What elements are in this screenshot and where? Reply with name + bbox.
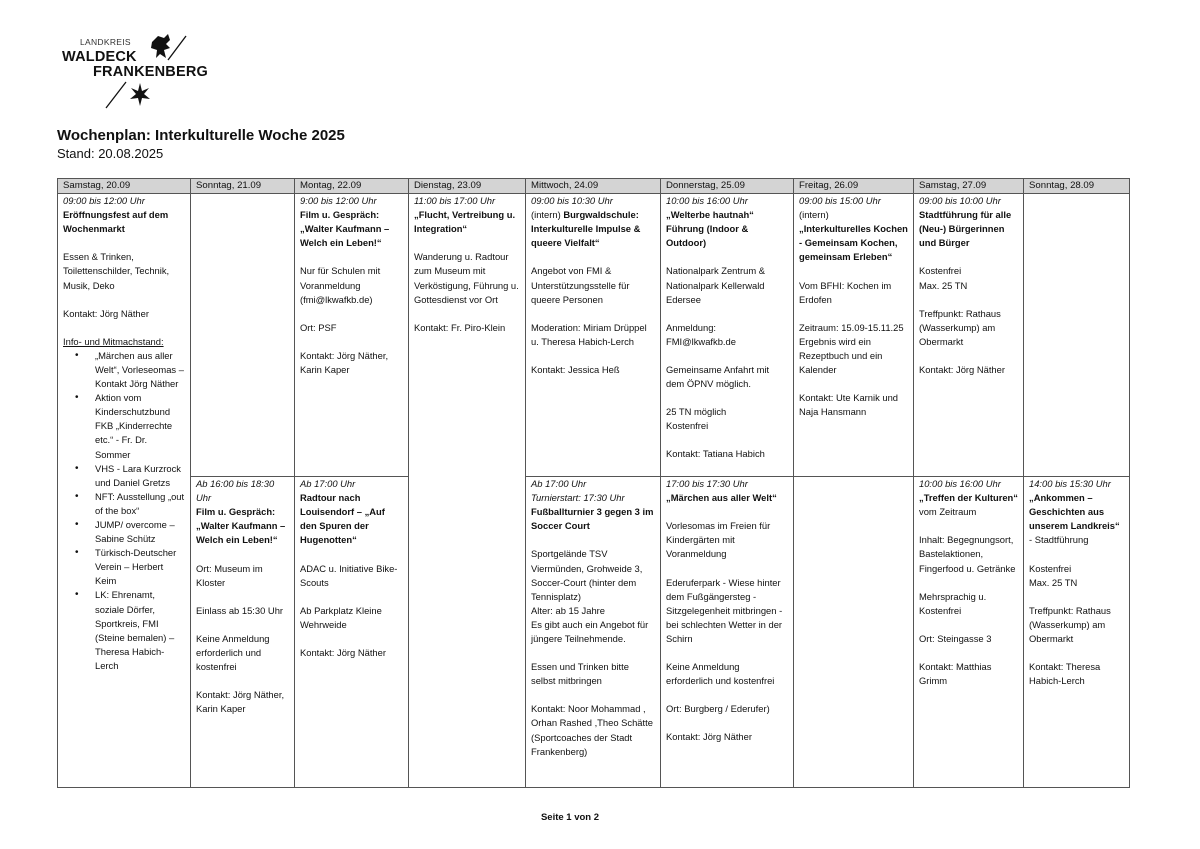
table-header-row xyxy=(58,179,1130,194)
event-contact: Kontakt: Jörg Näther, Karin Kaper xyxy=(196,689,285,715)
list-item: • LK: Ehrenamt, soziale Dörfer, Sportkreis, FMI (Steine bemalen) – Theresa Habich-Lerch xyxy=(95,588,185,673)
page-number: Seite 1 von 2 xyxy=(540,812,600,823)
event-place: Ort: Steingasse 3 xyxy=(919,632,992,644)
event-cell-mon22-evening xyxy=(295,477,409,788)
day-header-tue23: Dienstag, 23.09 xyxy=(409,179,526,194)
event-prefix: (intern) xyxy=(531,209,561,221)
event-title-suffix: vom Zeitraum xyxy=(919,506,977,518)
event-contact: Kontakt: Noor Mohammad , Orhan Rashed ,Theo Schätte (Sportcoaches der Stadt Frankenberg) xyxy=(531,703,653,757)
day-header-wed24: Mittwoch, 24.09 xyxy=(526,179,661,194)
event-contact: Kontakt: Theresa Habich-Lerch xyxy=(1029,661,1101,687)
event-cell-sat20 xyxy=(58,194,191,788)
event-title-suffix: - Stadtführung xyxy=(1029,534,1089,546)
event-time: 14:00 bis 15:30 Uhr xyxy=(1029,478,1111,490)
event-time: 09:00 bis 10:00 Uhr xyxy=(919,195,1001,207)
event-cost: Kostenfrei xyxy=(1029,562,1072,574)
event-details: Wanderung u. Radtour zum Museum mit Verköstigung, Führung u. Gottesdienst vor Ort xyxy=(414,251,519,305)
event-title: Burgwaldschule: Interkulturelle Impulse & queere Vielfalt“ xyxy=(531,209,641,249)
event-result: Ergebnis wird ein Rezeptbuch und ein Kalender xyxy=(799,335,883,376)
event-cell-tue23 xyxy=(409,194,526,788)
event-title: „Interkulturelles Kochen - Gemeinsam Kochen, gemeinsam Erleben“ xyxy=(799,223,908,263)
day-header-sat27: Samstag, 27.09 xyxy=(914,179,1024,194)
event-title: Stadtführung für alle (Neu-) Bürgerinnen und Bürger xyxy=(919,209,1012,249)
event-cell-sat27-morning xyxy=(914,194,1024,477)
info-stand-heading: Info- und Mitmachstand: xyxy=(63,335,164,347)
event-contact: Kontakt: Jessica Heß xyxy=(531,363,620,375)
day-header-sun28: Sonntag, 28.09 xyxy=(1024,179,1130,194)
lion-icon xyxy=(148,32,188,62)
day-header-sat20: Samstag, 20.09 xyxy=(58,179,191,194)
event-title: Film u. Gespräch: „Walter Kaufmann – Welch ein Leben!“ xyxy=(196,506,286,546)
event-food: Essen und Trinken bitte selbst mitbringen xyxy=(531,661,629,687)
event-cell-thu25-evening xyxy=(661,477,794,788)
event-details: Vorlesomas im Freien für Kindergärten mit Voranmeldung xyxy=(666,520,771,560)
star-icon xyxy=(104,80,154,110)
event-cost: Kostenfrei xyxy=(666,420,709,432)
stand-date: Stand: 20.08.2025 xyxy=(57,146,164,161)
event-contact: Kontakt: Ute Karnik und Naja Hansmann xyxy=(799,392,899,418)
event-place: Nationalpark Zentrum & Nationalpark Kellerwald Edersee xyxy=(666,265,766,305)
event-cell-wed24-morning xyxy=(526,194,661,477)
event-entry: Einlass ab 15:30 Uhr xyxy=(196,604,284,616)
day-header-fri26: Freitag, 26.09 xyxy=(794,179,914,194)
event-contact: Kontakt: Tatiana Habich xyxy=(666,448,765,460)
event-contact: Kontakt: Fr. Piro-Klein xyxy=(414,321,506,333)
event-prefix: (intern) xyxy=(799,209,829,221)
event-content: Inhalt: Begegnungsort, Bastelaktionen, Fingerfood u. Getränke xyxy=(919,534,1016,574)
list-item: • „Märchen aus aller Welt“, Vorleseomas – Kontakt Jörg Näther xyxy=(95,349,185,391)
event-young: Es gibt auch ein Angebot für jüngere Teilnehmende. xyxy=(531,618,649,645)
event-max: Max. 25 TN xyxy=(1029,576,1078,588)
event-age: Alter: ab 15 Jahre xyxy=(531,604,606,616)
event-contact: Kontakt: Jörg Näther xyxy=(63,307,149,319)
event-time: Ab 16:00 bis 18:30 Uhr xyxy=(196,478,275,504)
event-title: Eröffnungsfest auf dem Wochenmarkt xyxy=(63,209,169,235)
list-item: • JUMP/ overcome – Sabine Schütz xyxy=(95,518,185,546)
list-item: • Türkisch-Deutscher Verein – Herbert Keim xyxy=(95,546,185,588)
week-plan-table xyxy=(57,178,1130,788)
event-title: „Märchen aus aller Welt“ xyxy=(666,492,777,504)
day-header-thu25: Donnerstag, 25.09 xyxy=(661,179,794,194)
event-time: 9:00 bis 12:00 Uhr xyxy=(300,195,377,207)
event-contact: Kontakt: Matthias Grimm xyxy=(919,660,992,687)
event-contact: Kontakt: Jörg Näther xyxy=(666,731,752,743)
event-time: Ab 17:00 Uhr xyxy=(531,478,587,490)
event-contact: Kontakt: Jörg Näther xyxy=(919,363,1005,375)
event-time: 11:00 bis 17:00 Uhr xyxy=(414,195,496,207)
table-row xyxy=(58,194,1130,477)
event-note: Keine Anmeldung erforderlich und kostenfrei xyxy=(666,661,775,687)
event-place: Ort: Burgberg / Ederufer) xyxy=(666,703,770,715)
event-cell-sun28-empty xyxy=(1024,194,1130,477)
event-details: Vom BFHI: Kochen im Erdofen xyxy=(799,279,892,305)
page-title: Wochenplan: Interkulturelle Woche 2025 xyxy=(57,127,345,144)
event-cell-sun28-afternoon xyxy=(1024,477,1130,788)
event-details: Essen & Trinken, Toilettenschilder, Technik, Musik, Deko xyxy=(63,251,170,291)
event-place: Ort: Museum im Kloster xyxy=(196,562,263,588)
event-time: 10:00 bis 16:00 Uhr xyxy=(666,195,748,207)
event-offer: Angebot von FMI & Unterstützungsstelle für queere Personen xyxy=(531,265,630,305)
logo-frankenberg-text: FRANKENBERG xyxy=(93,64,208,80)
event-cell-mon22-morning xyxy=(295,194,409,477)
event-title: „Welterbe hautnah“ Führung (Indoor & Outdoor) xyxy=(666,209,754,249)
landkreis-logo xyxy=(62,30,212,110)
event-time-start: Turnierstart: 17:30 Uhr xyxy=(531,492,625,504)
event-moderation: Moderation: Miriam Drüppel u. Theresa Habich-Lerch xyxy=(531,321,647,347)
event-cost: Kostenfrei xyxy=(919,265,962,277)
event-language: Mehrsprachig u. Kostenfrei xyxy=(919,590,987,616)
event-meetpoint: Treffpunkt: Rathaus (Wasserkump) am Obermarkt xyxy=(919,307,1001,347)
event-note: Nur für Schulen mit Voranmeldung (fmi@lkwafkb.de) xyxy=(300,265,381,305)
event-title: Radtour nach Louisendorf – „Auf den Spuren der Hugenotten“ xyxy=(300,492,385,546)
event-contact: Kontakt: Jörg Näther xyxy=(300,646,386,658)
event-time: 17:00 bis 17:30 Uhr xyxy=(666,478,748,490)
event-time: 10:00 bis 16:00 Uhr xyxy=(919,478,1001,490)
event-place: Ort: PSF xyxy=(300,321,337,333)
event-cell-sun21-evening xyxy=(191,477,295,788)
event-title: Fußballturnier 3 gegen 3 im Soccer Court xyxy=(531,506,654,532)
event-registration: Anmeldung: FMI@lkwafkb.de xyxy=(666,321,736,347)
event-max: Max. 25 TN xyxy=(919,279,968,291)
event-contact: Kontakt: Jörg Näther, Karin Kaper xyxy=(300,349,389,375)
event-cell-fri26 xyxy=(794,194,914,477)
event-cell-thu25-morning xyxy=(661,194,794,477)
event-start: Ab Parkplatz Kleine Wehrweide xyxy=(300,604,382,630)
event-time: Ab 17:00 Uhr xyxy=(300,478,356,490)
info-stand-list xyxy=(63,349,185,673)
event-time: 09:00 bis 12:00 Uhr xyxy=(63,195,145,207)
event-organizer: ADAC u. Initiative Bike-Scouts xyxy=(300,562,398,588)
list-item: • VHS - Lara Kurzrock und Daniel Gretzs xyxy=(95,462,185,490)
event-cell-wed24-evening xyxy=(526,477,661,788)
event-travel: Gemeinsame Anfahrt mit dem ÖPNV möglich. xyxy=(666,363,770,390)
day-header-sun21: Sonntag, 21.09 xyxy=(191,179,295,194)
event-cell-sat27-day xyxy=(914,477,1024,788)
event-title: „Ankommen – Geschichten aus unserem Landkreis“ xyxy=(1029,492,1120,532)
event-meetpoint: Treffpunkt: Rathaus (Wasserkump) am Obermarkt xyxy=(1029,604,1111,644)
event-title: „Treffen der Kulturen“ xyxy=(919,492,1018,504)
list-item: • Aktion vom Kinderschutzbund FKB „Kinderrechte etc.“ - Fr. Dr. Sommer xyxy=(95,391,185,461)
table-row xyxy=(58,477,1130,788)
event-cell-sun21-empty xyxy=(191,194,295,477)
day-header-mon22: Montag, 22.09 xyxy=(295,179,409,194)
event-capacity: 25 TN möglich xyxy=(666,406,727,418)
logo-waldeck-text: WALDECK xyxy=(62,49,137,65)
event-period: Zeitraum: 15.09-15.11.25 xyxy=(799,321,904,333)
logo-landkreis-text: LANDKREIS xyxy=(80,37,131,47)
event-cell-fri26-empty xyxy=(794,477,914,788)
event-time: 09:00 bis 15:00 Uhr xyxy=(799,195,881,207)
event-time: 09:00 bis 10:30 Uhr xyxy=(531,195,613,207)
event-title: „Flucht, Vertreibung u. Integration“ xyxy=(414,209,516,235)
event-location: Ederuferpark - Wiese hinter dem Fußgängersteg - Sitzgelegenheit mitbringen - bei schlechten Wetter in der Schirn xyxy=(666,576,783,644)
event-place: Sportgelände TSV Viermünden, Grohweide 3, Soccer-Court (hinter dem Tennisplatz) xyxy=(531,548,643,602)
list-item: • NFT: Ausstellung „out of the box“ xyxy=(95,490,185,518)
event-note: Keine Anmeldung erforderlich und kostenfrei xyxy=(196,632,270,673)
event-title: Film u. Gespräch: „Walter Kaufmann – Welch ein Leben!“ xyxy=(300,209,390,249)
